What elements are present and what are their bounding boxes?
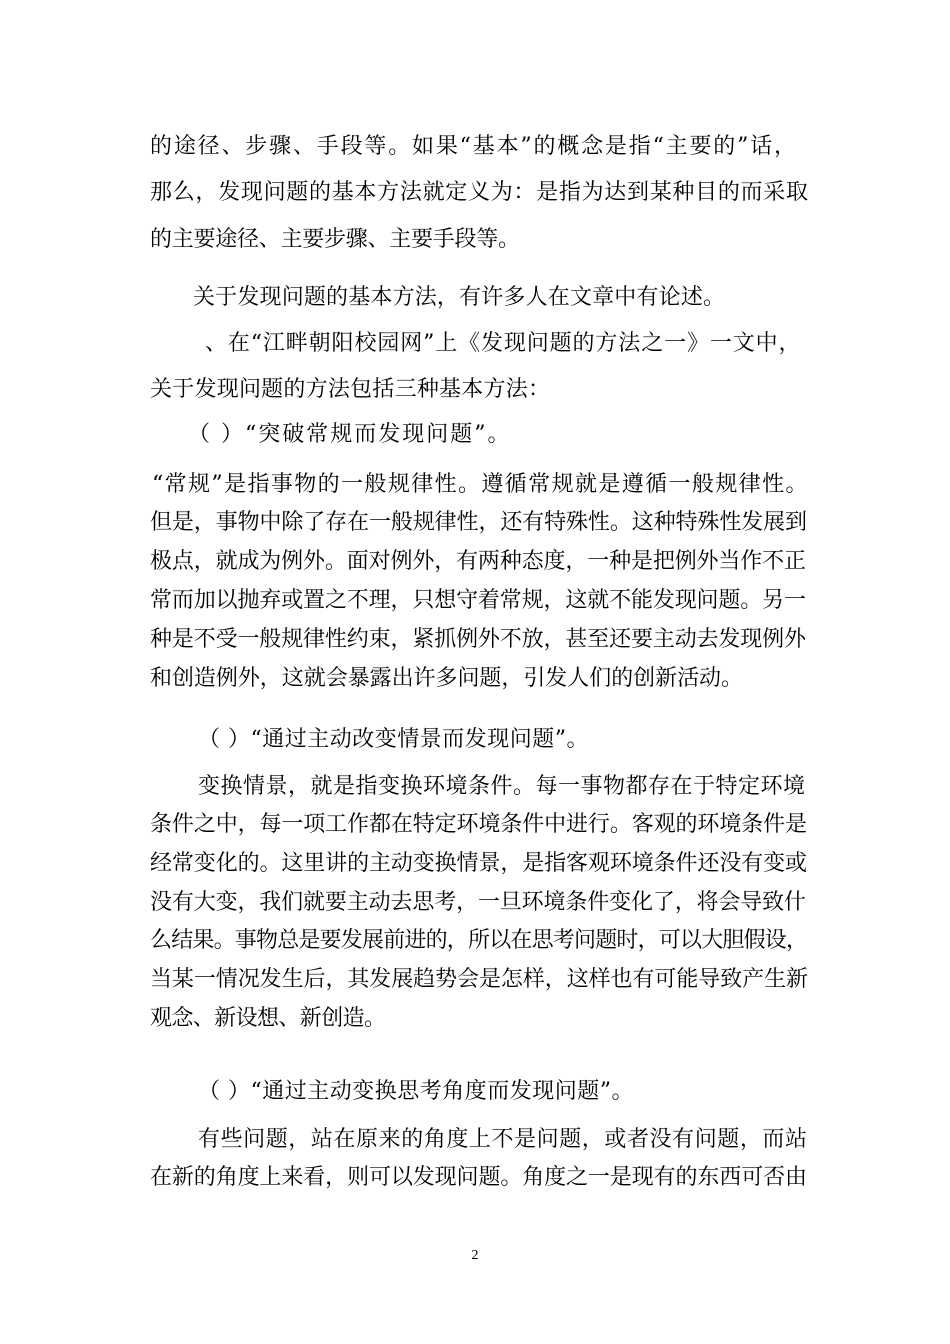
text-line: 种是不受一般规律性约束，紧抓例外不放，甚至还要主动去发现例外 <box>150 627 806 652</box>
text-line: 条件之中，每一项工作都在特定环境条件中进行。客观的环境条件是 <box>150 812 807 837</box>
section-heading: （ ）“通过主动变换思考角度而发现问题”。 <box>198 1079 634 1104</box>
text-line: 那么，发现问题的基本方法就定义为：是指为达到某种目的而采取 <box>150 180 809 205</box>
text-line: 关于发现问题的基本方法，有许多人在文章中有论述。 <box>193 285 726 310</box>
text-line: 但是，事物中除了存在一般规律性，还有特殊性。这种特殊性发展到 <box>150 510 807 535</box>
text-line: 、在“江畔朝阳校园网”上《发现问题的方法之一》一文中， <box>205 331 802 356</box>
text-line: “常规”是指事物的一般规律性。遵循常规就是遵循一般规律性。 <box>152 472 809 497</box>
text-line: 在新的角度上来看，则可以发现问题。角度之一是现有的东西可否由 <box>150 1165 807 1190</box>
text-line: 经常变化的。这里讲的主动变换情景，是指客观环境条件还没有变或 <box>150 851 807 876</box>
text-line: 关于发现问题的方法包括三种基本方法： <box>150 377 551 402</box>
text-line: 的主要途径、主要步骤、主要手段等。 <box>150 227 520 252</box>
text-line: 有些问题，站在原来的角度上不是问题，或者没有问题，而站 <box>198 1127 808 1152</box>
text-line: 观念、新设想、新创造。 <box>150 1006 386 1031</box>
section-heading: （ ）“突破常规而发现问题”。 <box>188 422 512 447</box>
page-number: 2 <box>471 1248 479 1263</box>
text-line: 常而加以抛弃或置之不理，只想守着常规，这就不能发现问题。另一 <box>150 588 806 613</box>
text-line: 变换情景，就是指变换环境条件。每一事物都存在于特定环境 <box>198 774 806 799</box>
text-line: 的途径、步骤、手段等。如果“基本”的概念是指“主要的”话， <box>150 134 798 159</box>
text-line: 没有大变，我们就要主动去思考，一旦环境条件变化了，将会导致什 <box>150 890 806 915</box>
text-line: 和创造例外，这就会暴露出许多问题，引发人们的创新活动。 <box>150 666 743 691</box>
text-line: 当某一情况发生后，其发展趋势会是怎样，这样也有可能导致产生新 <box>150 967 808 992</box>
section-heading: （ ）“通过主动改变情景而发现问题”。 <box>198 727 589 752</box>
text-line: 极点，就成为例外。面对例外，有两种态度，一种是把例外当作不正 <box>150 549 806 574</box>
text-line: 么结果。事物总是要发展前进的，所以在思考问题时，可以大胆假设， <box>150 928 808 953</box>
